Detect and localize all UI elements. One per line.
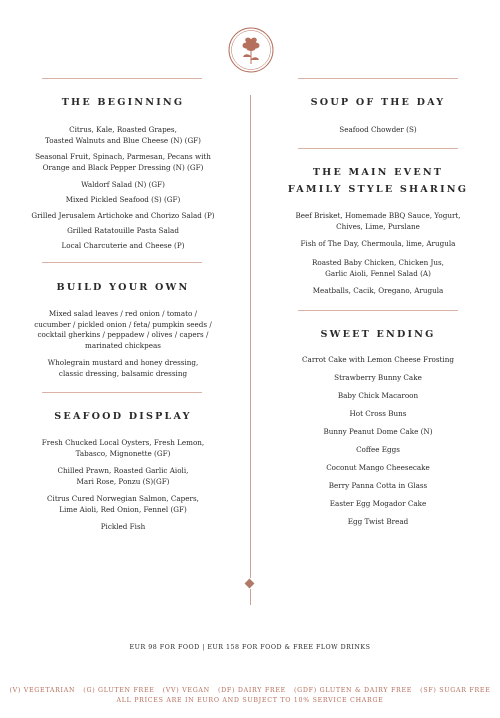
menu-item: Baby Chick Macaroon xyxy=(337,391,419,400)
section-heading-sweet: SWEET ENDING xyxy=(320,329,436,340)
menu-item: Berry Panna Cotta in Glass xyxy=(328,481,428,490)
section-rule xyxy=(42,262,202,263)
diamond-icon xyxy=(245,579,255,589)
menu-item: Grilled Jerusalem Artichoke and Chorizo Salad (P) xyxy=(31,211,215,220)
section-heading-beginning: THE BEGINNING xyxy=(61,97,185,108)
menu-item: Coconut Mango Cheesecake xyxy=(326,463,430,472)
dietary-legend-codes: (V) VEGETARIAN (G) GLUTEN FREE (VV) VEGAN (DF) DAIRY FREE (GDF) GLUTEN & DAIRY FREE (SF) SUGAR FREE xyxy=(9,687,491,694)
menu-item: Local Charcuterie and Cheese (P) xyxy=(61,241,185,250)
top-rule-left xyxy=(42,78,202,79)
menu-item: Easter Egg Mogador Cake xyxy=(329,499,427,508)
menu-item: Citrus Cured Norwegian Salmon, Capers, Lime Aioli, Red Onion, Fennel (GF) xyxy=(47,494,199,514)
flower-emblem-icon xyxy=(227,26,275,74)
menu-item: Beef Brisket, Homemade BBQ Sauce, Yogurt, Chives, Lime, Purslane xyxy=(295,211,461,231)
menu-item: Carrot Cake with Lemon Cheese Frosting xyxy=(302,355,454,364)
menu-item: Citrus, Kale, Roasted Grapes, Toasted Walnuts and Blue Cheese (N) (GF) xyxy=(45,125,201,145)
menu-item: Mixed salad leaves / red onion / tomato / cucumber / pickled onion / feta/ pumpkin seeds / cocktail gherkins / peppadew / olives / capers / marinated chickpeas xyxy=(34,309,212,350)
menu-item: Roasted Baby Chicken, Chicken Jus, Garlic Aioli, Fennel Salad (A) xyxy=(312,258,444,278)
top-rule-right xyxy=(298,78,458,79)
menu-item: Waldorf Salad (N) (GF) xyxy=(81,180,165,189)
menu-item: Egg Twist Bread xyxy=(347,517,409,526)
menu-item: Seasonal Fruit, Spinach, Parmesan, Pecans with Orange and Black Pepper Dressing (N) (GF) xyxy=(35,152,211,172)
section-rule xyxy=(298,310,458,311)
menu-item: Chilled Prawn, Roasted Garlic Aioli, Mari Rose, Ponzu (S)(GF) xyxy=(57,466,189,486)
section-rule xyxy=(42,392,202,393)
menu-item: Meatballs, Cacik, Oregano, Arugula xyxy=(312,286,444,295)
pricing-line: EUR 98 FOR FOOD | EUR 158 FOR FOOD & FREE FLOW DRINKS xyxy=(129,644,371,651)
center-divider xyxy=(250,95,251,578)
menu-item: Fresh Chucked Local Oysters, Fresh Lemon, Tabasco, Mignonette (GF) xyxy=(41,438,205,458)
section-rule xyxy=(298,148,458,149)
menu-item: Grilled Ratatouille Pasta Salad xyxy=(67,226,179,235)
menu-item: Seafood Chowder (S) xyxy=(339,125,417,134)
menu-item: Mixed Pickled Seafood (S) (GF) xyxy=(65,195,181,204)
section-subheading-family: FAMILY STYLE SHARING xyxy=(287,184,469,195)
menu-item: Strawberry Bunny Cake xyxy=(334,373,422,382)
section-heading-main: THE MAIN EVENT xyxy=(312,167,444,178)
menu-item: Hot Cross Buns xyxy=(349,409,407,418)
menu-item: Fish of The Day, Chermoula, lime, Arugula xyxy=(300,239,456,248)
section-heading-soup: SOUP OF THE DAY xyxy=(310,97,446,108)
menu-item: Bunny Peanut Dome Cake (N) xyxy=(323,427,433,436)
section-heading-build: BUILD YOUR OWN xyxy=(56,282,190,293)
menu-item: Wholegrain mustard and honey dressing, classic dressing, balsamic dressing xyxy=(47,358,199,378)
divider-stem xyxy=(250,589,251,605)
menu-item: Pickled Fish xyxy=(100,522,146,531)
service-charge-note: ALL PRICES ARE IN EURO AND SUBJECT TO 10% SERVICE CHARGE xyxy=(116,696,384,704)
dietary-legend xyxy=(0,686,500,705)
menu-item: Coffee Eggs xyxy=(356,445,400,454)
section-heading-seafood: SEAFOOD DISPLAY xyxy=(54,411,192,422)
